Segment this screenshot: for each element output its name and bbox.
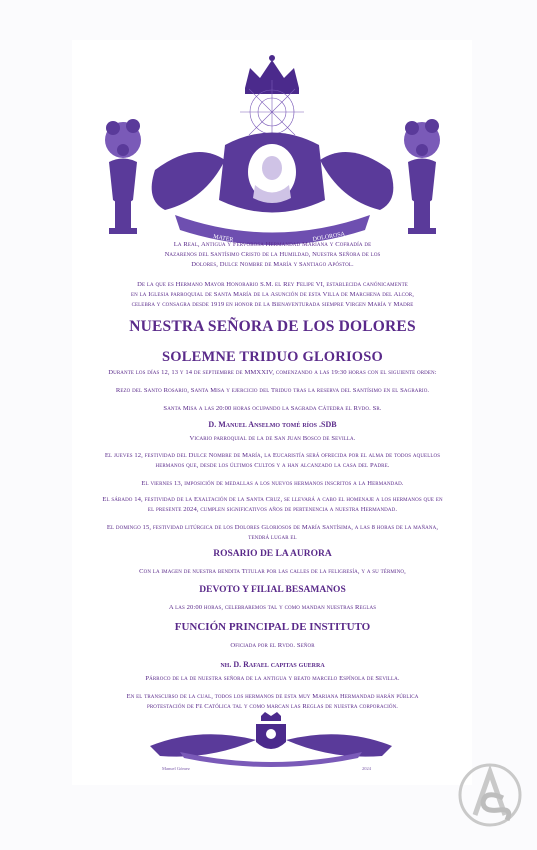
intro-line: Nazarenos del Santísimo Cristo de la Humildad, Nuestra Señora de los: [164, 251, 381, 258]
domingo-text: [80, 523, 465, 543]
preacher-role: Vicario parroquial de la de San Juan Bosco de Sevilla.: [189, 435, 356, 442]
funcion-title: FUNCIÓN PRINCIPAL DE INSTITUTO: [174, 621, 371, 633]
celebrant-role: Párroco de la de nuestra señora de la antigua y beato marcelo Espínola de Sevilla.: [145, 675, 400, 682]
triduo-line-2: Rezo del Santo Rosario, Santa Misa y ejercicio del Triduo tras la reserva del Santísimo en el Sagrario.: [115, 387, 430, 394]
funcion-text: Oficiada por el Rvdo. Señor: [230, 642, 315, 649]
closing-line: En el transcurso de la cual, todos los hermanos de esta muy Mariana Hermandad harán pública: [126, 693, 419, 700]
closing-text: [80, 692, 465, 712]
besamanos-text: A las 20:00 horas, celebraremos tal y como mandan nuestras Reglas: [168, 604, 377, 611]
crest-icon: [256, 712, 286, 749]
triduo-line-3: Santa Misa a las 20:00 horas ocupando la Sagrada Cátedra el Rvdo. Sr.: [163, 405, 382, 412]
jueves-line: El jueves 12, festividad del Dulce Nombre de María, la Eucaristía será ofrecida por el alma de todos aquellos: [104, 452, 441, 459]
intro-line: Dolores, Dulce Nombre de María y Santiago Apóstol.: [191, 261, 354, 268]
intro-text: [80, 240, 465, 270]
domingo-line: El domingo 15, festividad litúrgica de los Dolores Gloriosos de María Santísima, a las 8 horas de la mañana,: [106, 524, 439, 531]
closing-line: protestación de Fe Católica tal y como marcan las Reglas de nuestra corporación.: [146, 703, 399, 710]
watermark-logo-icon: [455, 760, 525, 830]
domingo-line: tendrá lugar el: [248, 534, 297, 541]
sabado-line: el presente 2024, cumplen significativos años de pertenencia a nuestra Hermandad.: [147, 506, 398, 513]
sabado-line: El sábado 14, festividad de la Exaltación de la Santa Cruz, se llevará a cabo el homenaje a los hermanos que en: [102, 496, 443, 503]
virgin-medallion-icon: [219, 133, 325, 213]
bottom-ornament: [140, 712, 402, 774]
right-vase-icon: [404, 119, 440, 234]
sabado-text: [80, 495, 465, 515]
left-vase-icon: [105, 119, 141, 234]
celebrant-name: nh. D. Rafael capitas guerra: [220, 660, 325, 669]
mayor-line: celebra y consagra desde 1919 en honor de la Bienaventurada siempre Virgen María y Madre: [131, 301, 414, 308]
intro-line: La Real, Antigua y Fervorosa Hermandad Mariana y Cofradía de: [173, 241, 372, 248]
mayor-line: De la que es Hermano Mayor Honorario S.M. el Rey Felipe VI, establecida canónicamente: [137, 281, 408, 288]
mayor-line: en la Iglesia parroquial de Santa María de la Asunción de esta Villa de Marchena del Alcor,: [131, 291, 414, 298]
preacher-name: D. Manuel Anselmo tomé ríos .SDB: [208, 420, 337, 429]
jueves-text: [80, 451, 465, 471]
viernes-text: El viernes 13, imposición de medallas a los nuevos hermanos inscritos a la Hermandad.: [141, 480, 404, 487]
ribbon-right: DOLOROSA: [312, 231, 346, 243]
mayor-text: [80, 280, 465, 310]
artist-signature: Manuel Gómez: [162, 766, 190, 771]
besamanos-title: DEVOTO Y FILIAL BESAMANOS: [199, 585, 346, 595]
rosario-title: ROSARIO DE LA AURORA: [213, 549, 332, 559]
top-ornament: [85, 50, 460, 255]
ribbon-left: MATER: [212, 234, 234, 244]
artist-year: 2024: [362, 766, 371, 771]
jueves-line: hermanos que, desde los últimos Cultos y a han alcanzado la casa del Padre.: [155, 462, 390, 469]
title-triduo: SOLEMNE TRIDUO GLORIOSO: [161, 349, 384, 365]
title-virgin: NUESTRA SEÑORA DE LOS DOLORES: [129, 318, 416, 335]
rosario-text: Con la imagen de nuestra bendita Titular por las calles de la feligresía, y a su término,: [139, 568, 406, 575]
triduo-line-1: Durante los días 12, 13 y 14 de septiembre de MMXXIV, comenzando a las 19:30 horas con el siguiente orden:: [108, 369, 437, 376]
